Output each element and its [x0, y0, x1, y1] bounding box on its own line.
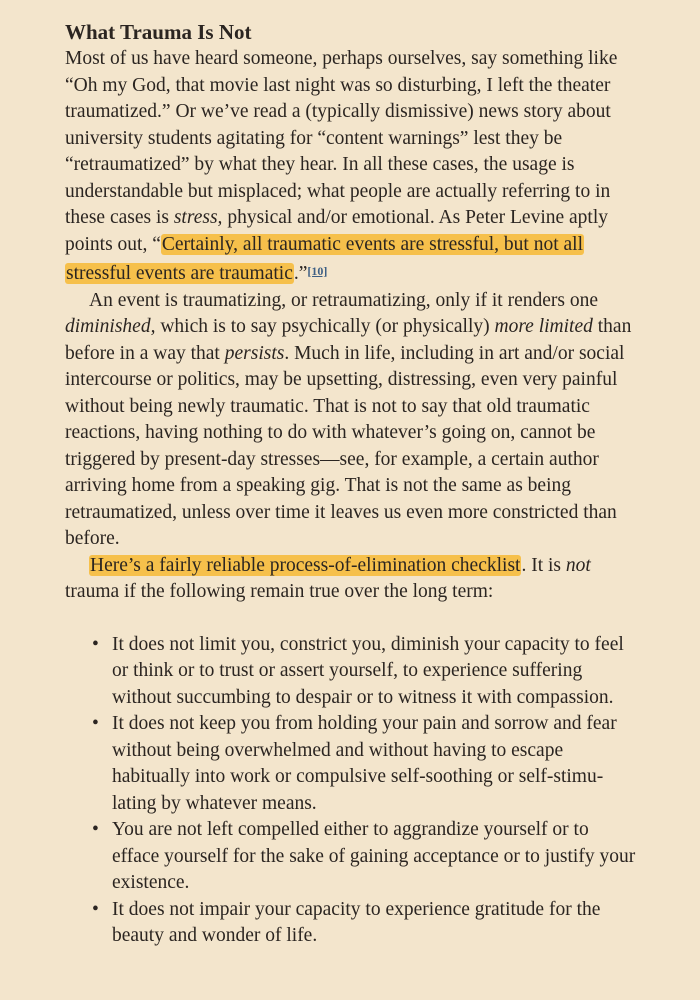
paragraph-2-text-b: which is to say psychically (or physically): [155, 316, 495, 337]
list-item: [92, 632, 640, 712]
paragraph-3-text-b: trauma if the following remain true over the long term:: [65, 581, 494, 602]
footnote-reference-link[interactable]: [10]: [307, 264, 328, 278]
paragraph-2-text-a: An event is traumatizing, or retraumatizing, only if it renders one: [89, 289, 599, 311]
list-item-text: It does not impair your capacity to experience gratitude for the beauty and wonder of life.: [112, 898, 601, 946]
paragraph-2-text-d: . Much in life, including in art and/or social intercourse or politics, may be upsetting, distressing, even very painful without being newly traumatic. That is not to say that old traumatic reactions, having nothing to do with whatever’s going on, cannot be triggered by present-day stresses—see, for example, a certain author arriving home from a speaking gig. That is not the same as being retraumatized, unless over time it leaves us even more constricted than before.: [65, 342, 625, 549]
bullet-icon: •: [92, 713, 99, 734]
paragraph-1-text-c: .”: [293, 263, 308, 284]
paragraph-3: [65, 553, 640, 606]
paragraph-3-emphasis-not: not: [565, 554, 591, 576]
paragraph-2: [65, 288, 640, 553]
list-item: [92, 897, 640, 950]
list-item: [92, 817, 640, 897]
paragraph-2-text-c: than before in a way that: [65, 316, 632, 364]
bullet-icon: •: [92, 819, 99, 840]
list-item-text: It does not keep you from holding your pain and sorrow and fear without being overwhelmed and without having to escape habitually into work or compulsive self-soothing or self-stimulating by whatever means.: [112, 713, 617, 814]
paragraph-3-text-a: . It is: [521, 554, 566, 576]
paragraph-1-text-b: physical and/or emotional. As Peter Levine aptly points out, “: [65, 207, 609, 255]
paragraph-1-text-a: Most of us have heard someone, perhaps ourselves, say something like “Oh my God, that movie last night was so disturbing, I left the theater traumatized.” Or we’ve read a (typically dismissive) news story about university students agitating for “content warnings” lest they be “retraumatized” by what they hear. In all these cases, the usage is understandable but misplaced; what people are actually referring to in these cases is: [65, 48, 618, 228]
list-item-text: It does not limit you, constrict you, diminish your capacity to feel or think or to trust or assert yourself, to experience suffering without succumbing to despair or to witness it with compassion.: [112, 633, 624, 708]
list-item-text: You are not left compelled either to aggrandize yourself or to efface yourself for the sake of gaining acceptance or to justify your existence.: [112, 819, 636, 893]
list-item: [92, 711, 640, 817]
paragraph-2-emphasis-more-limited: more limited: [494, 316, 593, 337]
highlighted-quote[interactable]: Certainly, all traumatic events are stressful, but not all stressful events are traumatic: [66, 233, 583, 284]
paragraph-1: [65, 46, 640, 288]
highlighted-checklist-intro[interactable]: Here’s a fairly reliable process-of-elimination checklist: [90, 554, 521, 576]
paragraph-2-emphasis-persists: persists: [224, 342, 285, 364]
paragraph-2-emphasis-diminished: diminished,: [65, 316, 156, 337]
paragraph-1-emphasis: stress,: [173, 207, 223, 228]
spacer: [65, 606, 640, 632]
section-heading: What Trauma Is Not: [65, 20, 252, 44]
bullet-icon: •: [92, 898, 99, 920]
bullet-icon: •: [92, 633, 99, 655]
trauma-checklist: [65, 632, 640, 950]
